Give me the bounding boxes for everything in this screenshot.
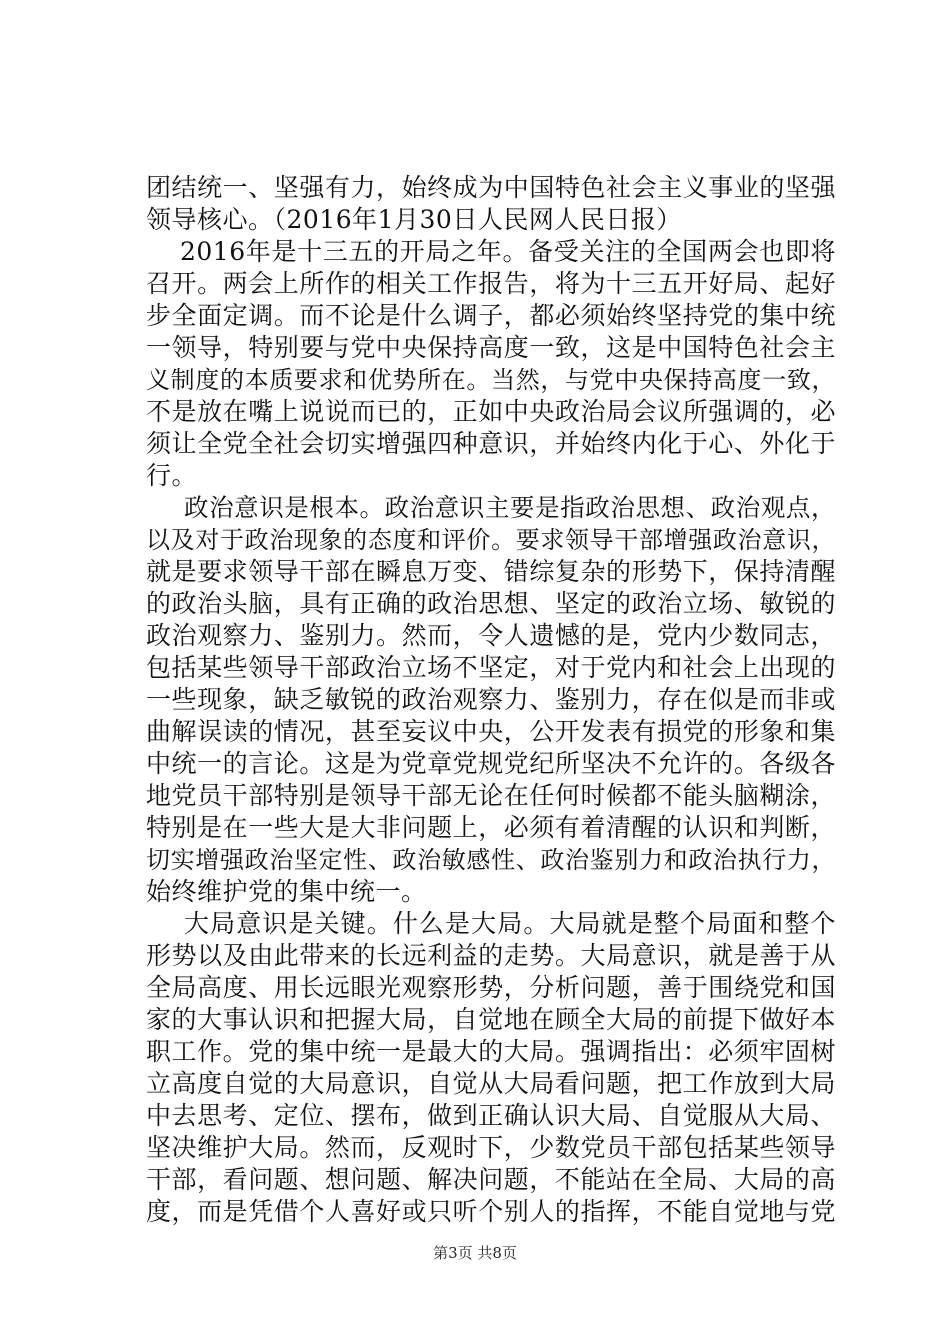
document-body: [146, 172, 836, 1228]
text-line: 大局意识是关键。什么是大局。大局就是整个局面和整个: [184, 909, 836, 938]
text-line: 行。: [146, 461, 198, 490]
page-number-footer: 第3页 共8页: [433, 1244, 517, 1262]
text-line: 坚决维护大局。然而，反观时下，少数党员干部包括某些领导: [146, 1133, 836, 1162]
text-line: 职工作。党的集中统一是最大的大局。强调指出：必须牢固树: [146, 1037, 836, 1066]
text-line: 形势以及由此带来的长远利益的走势。大局意识，就是善于从: [146, 941, 836, 970]
paragraph: [146, 908, 836, 1228]
text-line: 政治意识是根本。政治意识主要是指政治思想、政治观点，: [184, 493, 836, 522]
text-line: 团结统一、坚强有力，始终成为中国特色社会主义事业的坚强: [146, 173, 836, 202]
text-line: 包括某些领导干部政治立场不坚定，对于党内和社会上出现的: [146, 653, 836, 682]
paragraph: [146, 492, 836, 908]
text-line: 干部，看问题、想问题、解决问题，不能站在全局、大局的高: [146, 1165, 836, 1194]
text-line: 义制度的本质要求和优势所在。当然，与党中央保持高度一致，: [146, 366, 836, 394]
paragraph: [146, 236, 836, 492]
text-line: 以及对于政治现象的态度和评价。要求领导干部增强政治意识，: [146, 526, 836, 554]
text-line: 家的大事认识和把握大局，自觉地在顾全大局的前提下做好本: [146, 1005, 836, 1034]
text-line: 就是要求领导干部在瞬息万变、错综复杂的形势下，保持清醒: [146, 557, 836, 586]
text-line: 全局高度、用长远眼光观察形势，分析问题，善于围绕党和国: [146, 973, 836, 1002]
text-line: 不是放在嘴上说说而已的，正如中央政治局会议所强调的，必: [146, 397, 836, 426]
text-line: 度，而是凭借个人喜好或只听个别人的指挥，不能自觉地与党: [146, 1197, 836, 1226]
text-line: 须让全党全社会切实增强四种意识，并始终内化于心、外化于: [146, 429, 836, 458]
text-line: 一些现象，缺乏敏锐的政治观察力、鉴别力，存在似是而非或: [146, 685, 836, 714]
text-line: 领导核心。（2016年1月30日人民网人民日报）: [146, 205, 682, 234]
text-line: 曲解误读的情况，甚至妄议中央，公开发表有损党的形象和集: [146, 717, 836, 746]
text-line: 召开。两会上所作的相关工作报告，将为十三五开好局、起好: [146, 269, 836, 298]
text-line: 政治观察力、鉴别力。然而，令人遗憾的是，党内少数同志，: [146, 621, 836, 650]
text-line: 中统一的言论。这是为党章党规党纪所坚决不允许的。各级各: [146, 749, 836, 778]
text-line: 中去思考、定位、摆布，做到正确认识大局、自觉服从大局、: [146, 1101, 836, 1130]
paragraph: [146, 172, 836, 236]
text-line: 的政治头脑，具有正确的政治思想、坚定的政治立场、敏锐的: [146, 589, 836, 618]
text-line: 地党员干部特别是领导干部无论在任何时候都不能头脑糊涂，: [146, 781, 836, 810]
text-line: 特别是在一些大是大非问题上，必须有着清醒的认识和判断，: [146, 813, 836, 842]
text-line: 始终维护党的集中统一。: [146, 877, 427, 906]
text-line: 2016年是十三五的开局之年。备受关注的全国两会也即将: [180, 237, 836, 266]
text-line: 切实增强政治坚定性、政治敏感性、政治鉴别力和政治执行力，: [146, 846, 836, 874]
text-line: 立高度自觉的大局意识，自觉从大局看问题，把工作放到大局: [146, 1069, 836, 1098]
text-line: 步全面定调。而不论是什么调子，都必须始终坚持党的集中统: [146, 301, 836, 330]
text-line: 一领导，特别要与党中央保持高度一致，这是中国特色社会主: [146, 333, 836, 362]
